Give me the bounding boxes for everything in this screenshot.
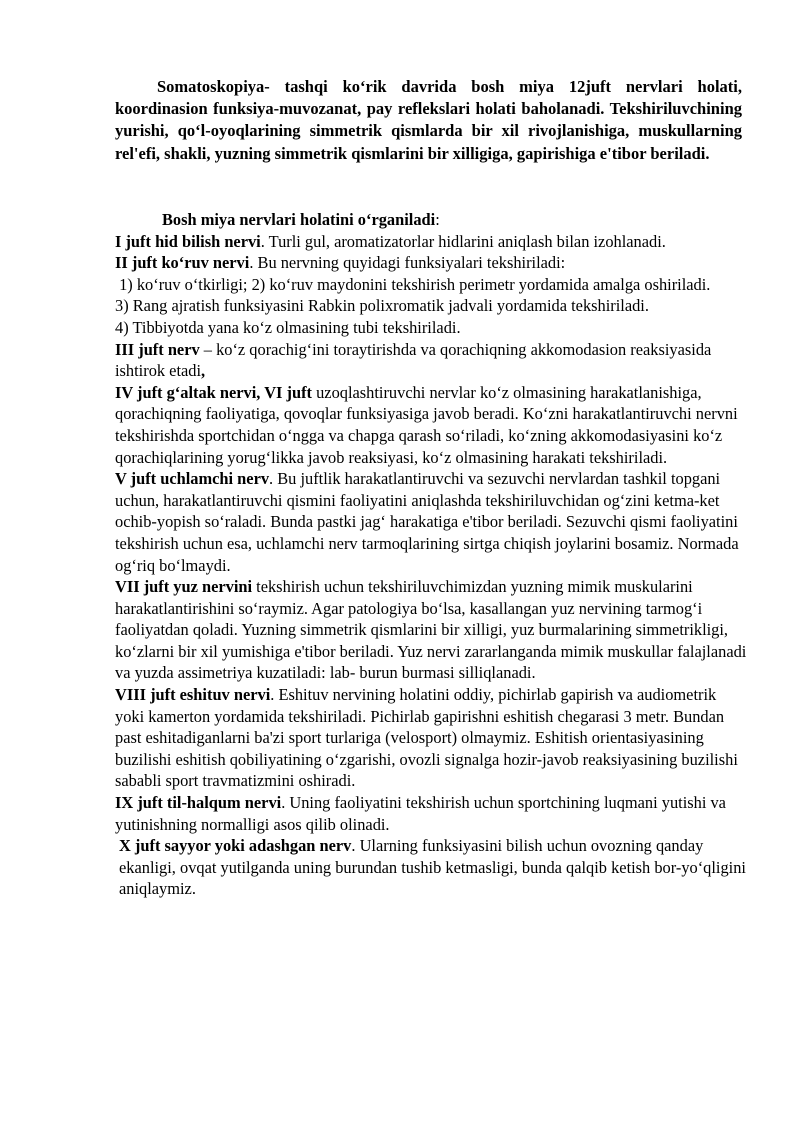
nerve-text-2: . Bu nervning quyidagi funksiyalari tekshiriladi:: [249, 253, 566, 273]
nerve-text-3: – koʻz qorachigʻini toraytirishda va qorachiqning akkomodasion reaksiyasida ishtirok etadi: [115, 339, 712, 381]
section-heading-suffix: :: [435, 210, 440, 229]
nerve-paragraph-1: [115, 231, 747, 253]
section-heading-text: Bosh miya nervlari holatini oʻrganiladi: [162, 210, 436, 229]
nerve-paragraph-5: [115, 468, 747, 576]
nerve-2-line-3: 4) Tibbiyotda yana koʻz olmasining tubi tekshiriladi.: [115, 317, 461, 337]
nerve-paragraph-6: [115, 576, 747, 684]
nerve-text-4: uzoqlashtiruvchi nervlar koʻz olmasining harakatlanishiga, qorachiqning faoliyatiga, qovoqlar funksiyasiga javob beradi. Koʻzni harakatlantiruvchi nervni tekshirishda sportchidan oʻngga va chapga qarash soʻriladi, koʻzning akkomodasiyasini koʻz qorachiqlarining yorugʻlikka javob reaksiyasi, koʻz olmasining harakati tekshiriladi.: [115, 382, 738, 467]
nerve-title-6: VII juft yuz nervini: [115, 577, 253, 597]
nerve-2-line-2: 3) Rang ajratish funksiyasini Rabkin polixromatik jadvali yordamida tekshiriladi.: [115, 296, 649, 316]
nerve-title-3: III juft nerv: [115, 339, 200, 359]
nerve-text-8: . Uning faoliyatini tekshirish uchun sportchining luqmani yutishi va yutinishning normalligi asos qilib olinadi.: [115, 793, 726, 834]
nerve-2-line-1: 1) koʻruv oʻtkirligi; 2) koʻruv maydonini tekshirish perimetr yordamida amalga oshiriladi.: [115, 274, 711, 294]
nerve-title-2: II juft koʻruv nervi: [115, 253, 250, 273]
body-text: [115, 209, 747, 900]
nerve-title-9: X juft sayyor yoki adashgan nerv: [119, 836, 352, 856]
nerve-paragraph-2: [115, 252, 747, 274]
nerve-text-5: . Bu juftlik harakatlantiruvchi va sezuvchi nervlardan tashkil topgani uchun, harakatlantiruvchi qismini faoliyatini aniqlashda tekshiriluvchidan ogʻzini ketma-ket ochib-yopish soʻraladi. Bunda pastki jagʻ harakatiga e'tibor beriladi. Sezuvchi qismi faoliyatini tekshirish uchun esa, uchlamchi nerv tarmoqlarining sirtga chiqish joylarini bosamiz. Normada ogʻriq boʻlmaydi.: [115, 469, 739, 575]
nerve-paragraph-9: [115, 835, 747, 900]
nerve-trail-3: ,: [201, 361, 206, 381]
nerve-text-7: . Eshituv nervining holatini oddiy, pichirlab gapirish va audiometrik yoki kamerton yordamida tekshiriladi. Pichirlab gapirishni eshitish chegarasi 3 metr. Bundan past eshitadiganlarni ba'zi sport turlariga (velosport) olmaymiz. Eshitish orientasiyasining buzilishi eshitish qobiliyatining oʻzgarishi, ovozli signalga hozir-javob reaksiyasining buzilishi sababli sport travmatizmini oshiradi.: [115, 685, 738, 791]
nerve-title-1: I juft hid bilish nervi: [115, 231, 261, 251]
nerve-text-9: . Ularning funksiyasini bilish uchun ovozning qanday ekanligi, ovqat yutilganda uning burundan tushib ketmasligi, bunda qalqib ketish bor-yoʻqligini aniqlaymiz.: [119, 836, 746, 899]
section-heading: [115, 209, 747, 231]
nerve-text-1: . Turli gul, aromatizatorlar hidlarini aniqlash bilan izohlanadi.: [260, 231, 666, 251]
nerve-title-7: VIII juft eshituv nervi: [115, 685, 271, 705]
nerve-title-8: IX juft til-halqum nervi: [115, 793, 282, 813]
nerve-paragraph-3: [115, 339, 747, 382]
nerve-title-4: IV juft gʻaltak nervi, VI juft: [115, 382, 312, 402]
nerve-title-5: V juft uchlamchi nerv: [115, 469, 270, 489]
nerve-paragraph-7: [115, 684, 747, 792]
nerve-paragraph-8: [115, 792, 747, 835]
nerve-paragraph-4: [115, 382, 747, 468]
nerve-text-6: tekshirish uchun tekshiriluvchimizdan yuzning mimik muskularini harakatlantirishini soʻraymiz. Agar patologiya boʻlsa, kasallangan yuz nervining tarmogʻi faoliyatdan qoladi. Yuzning simmetrik qismlarini bir xilligi, yuz burmalarining simmetrikligi, koʻzlarni bir xil yumishiga e'tibor beriladi. Yuz nervi zararlanganda mimik muskullar falajlanadi va yuzda assimetriya kuzatiladi: lab- burun burmasi silliqlanadi.: [115, 577, 747, 683]
intro-paragraph: Somatoskopiya- tashqi koʻrik davrida bosh miya 12juft nervlari holati, koordinasion funksiya-muvozanat, pay reflekslari holati baholanadi. Tekshiriluvchining yurishi, qoʻl-oyoqlarining simmetrik qismlarda bir xil rivojlanishiga, muskullarning rel'efi, shakli, yuzning simmetrik qismlarini bir xilligiga, gapirishiga e'tibor beriladi.: [115, 77, 742, 163]
